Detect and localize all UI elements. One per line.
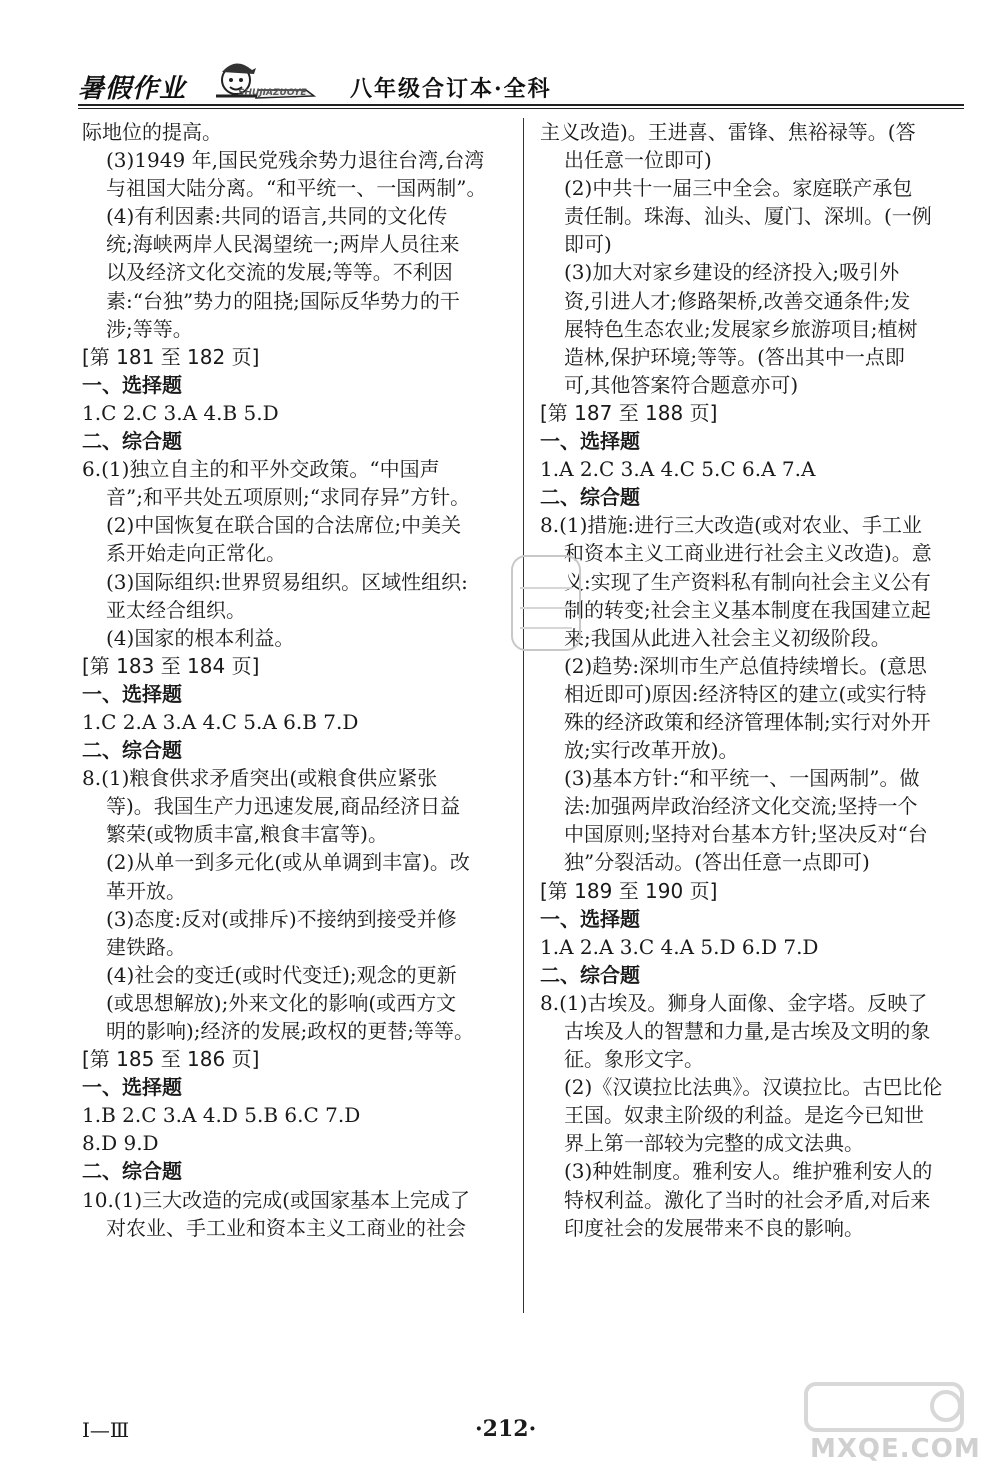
page-header	[78, 48, 964, 106]
answer-line: 即可)	[564, 232, 612, 257]
answer-line: (4)国家的根本利益。	[106, 625, 295, 650]
header-divider	[78, 104, 964, 106]
left-answer-column	[82, 118, 507, 1242]
answer-line: 对农业、手工业和资本主义工商业的社会	[106, 1215, 466, 1240]
answer-line: (3)态度:反对(或排斥)不接纳到接受并修	[106, 906, 457, 931]
footer-volume-label: Ⅰ—Ⅲ	[82, 1418, 130, 1442]
answer-line: 8.(1)粮食供求矛盾突出(或粮食供应紧张	[82, 766, 438, 791]
answer-line: 制的转变;社会主义基本制度在我国建立起	[564, 597, 931, 622]
book-subtitle: 八年级合订本·全科	[350, 76, 552, 102]
answer-line: 可,其他答案符合题意亦可)	[564, 372, 799, 397]
answer-line: 征。象形文字。	[564, 1047, 704, 1072]
answer-line: 1.A 2.A 3.C 4.A 5.D 6.D 7.D	[540, 934, 819, 959]
column-divider	[523, 118, 524, 1313]
answer-line: 1.C 2.A 3.A 4.C 5.A 6.B 7.D	[82, 709, 359, 734]
answer-line: (2)中共十一届三中全会。家庭联产承包	[564, 176, 913, 201]
answer-line: 中国原则;坚持对台基本方针;坚决反对“台	[564, 822, 928, 847]
answer-line: 责任制。珠海、汕头、厦门、深圳。(一例	[564, 204, 932, 229]
brand-title: 暑假作业	[78, 74, 187, 104]
answer-line: 放;实行改革开放)。	[564, 738, 739, 763]
question-type-heading: 一、选择题	[540, 429, 640, 454]
question-type-heading: 一、选择题	[82, 372, 182, 397]
mascot-caption: SHUJIAZUOYE	[238, 88, 307, 98]
answer-line: 涉;等等。	[106, 316, 193, 341]
answer-line: 与祖国大陆分离。“和平统一、一国两制”。	[106, 176, 487, 201]
answer-line: (3)基本方针:“和平统一、一国两制”。做	[564, 766, 920, 791]
question-type-heading: 二、综合题	[82, 1159, 182, 1184]
question-type-heading: 二、综合题	[82, 738, 182, 763]
question-type-heading: 一、选择题	[540, 906, 640, 931]
question-type-heading: 二、综合题	[540, 962, 640, 987]
answer-line: (4)有利因素:共同的语言,共同的文化传	[106, 204, 448, 229]
answer-line: 音”;和平共处五项原则;“求同存异”方针。	[106, 485, 471, 510]
answer-line: 建铁路。	[106, 934, 186, 959]
answer-line: 1.A 2.C 3.A 4.C 5.C 6.A 7.A	[540, 457, 816, 482]
answer-line: 8.D 9.D	[82, 1131, 159, 1156]
answer-line: 王国。奴隶主阶级的利益。是迄今已知世	[564, 1103, 924, 1128]
answer-line: 独”分裂活动。(答出任意一点即可)	[564, 850, 870, 875]
answer-line: 6.(1)独立自主的和平外交政策。“中国声	[82, 457, 440, 482]
answer-line: 系开始走向正常化。	[106, 541, 286, 566]
question-type-heading: 一、选择题	[82, 681, 182, 706]
page-range-heading: [第 189 至 190 页]	[540, 878, 718, 903]
page-range-heading: [第 185 至 186 页]	[82, 1047, 260, 1072]
answer-line: (3)1949 年,国民党残余势力退往台湾,台湾	[106, 148, 485, 173]
page-range-heading: [第 187 至 188 页]	[540, 400, 718, 425]
answer-line: 出任意一位即可)	[564, 148, 712, 173]
right-answer-column	[540, 118, 968, 1242]
watermark-text: MXQE.COM	[810, 1434, 981, 1464]
answer-line: 义:实现了生产资料私有制向社会主义公有	[564, 569, 931, 594]
answer-line: 以及经济文化交流的发展;等等。不利因	[106, 260, 453, 285]
answer-line: 素:“台独”势力的阻挠;国际反华势力的干	[106, 288, 460, 313]
answer-line: (3)种姓制度。雅利安人。维护雅利安人的	[564, 1159, 933, 1184]
answer-line: 界上第一部较为完整的成文法典。	[564, 1131, 864, 1156]
answer-line: (2)中国恢复在联合国的合法席位;中美关	[106, 513, 462, 538]
answer-line: (或思想解放);外来文化的影响(或西方文	[106, 990, 457, 1015]
answer-line: 1.C 2.C 3.A 4.B 5.D	[82, 400, 279, 425]
answer-line: 和资本主义工商业进行社会主义改造)。意	[564, 541, 932, 566]
answer-line: 8.(1)措施:进行三大改造(或对农业、手工业	[540, 513, 922, 538]
question-type-heading: 一、选择题	[82, 1075, 182, 1100]
answer-line: 主义改造)。王进喜、雷锋、焦裕禄等。(答	[540, 120, 916, 144]
answer-line: 亚太经合组织。	[106, 597, 246, 622]
answer-line: 等)。我国生产力迅速发展,商品经济日益	[106, 794, 461, 819]
answer-line: 1.B 2.C 3.A 4.D 5.B 6.C 7.D	[82, 1103, 361, 1128]
answer-line: 际地位的提高。	[82, 120, 222, 144]
answer-line: (2)趋势:深圳市生产总值持续增长。(意思	[564, 653, 927, 678]
answer-line: 统;海峡两岸人民渴望统一;两岸人员往来	[106, 232, 460, 257]
answer-line: 明的影响);经济的发展;政权的更替;等等。	[106, 1019, 475, 1043]
answer-line: (3)加大对家乡建设的经济投入;吸引外	[564, 260, 900, 285]
answer-line: 古埃及人的智慧和力量,是古埃及文明的象	[564, 1019, 931, 1043]
question-type-heading: 二、综合题	[540, 485, 640, 510]
answer-line: 资,引进人才;修路架桥,改善交通条件;发	[564, 288, 911, 313]
answer-line: (2)从单一到多元化(或从单调到丰富)。改	[106, 850, 470, 875]
page-number: ·212·	[475, 1416, 537, 1442]
page-range-heading: [第 181 至 182 页]	[82, 344, 260, 369]
answer-line: 10.(1)三大改造的完成(或国家基本上完成了	[82, 1187, 470, 1212]
watermark-stamp-icon	[506, 548, 586, 658]
header-divider-thin	[78, 108, 964, 109]
answer-line: 法:加强两岸政治经济文化交流;坚持一个	[564, 794, 918, 819]
answer-line: (4)社会的变迁(或时代变迁);观念的更新	[106, 962, 457, 987]
answer-line: 8.(1)古埃及。狮身人面像、金字塔。反映了	[540, 990, 928, 1015]
answer-line: 展特色生态农业;发展家乡旅游项目;植树	[564, 316, 918, 341]
answer-line: 繁荣(或物质丰富,粮食丰富等)。	[106, 822, 388, 847]
answer-line: 特权利益。激化了当时的社会矛盾,对后来	[564, 1187, 931, 1212]
answer-line: (2)《汉谟拉比法典》。汉谟拉比。古巴比伦	[564, 1075, 943, 1100]
answer-line: 殊的经济政策和经济管理体制;实行对外开	[564, 709, 931, 734]
answer-line: (3)国际组织:世界贸易组织。区域性组织:	[106, 569, 468, 594]
question-type-heading: 二、综合题	[82, 429, 182, 454]
answer-line: 相近即可)原因:经济特区的建立(或实行特	[564, 681, 927, 706]
page-range-heading: [第 183 至 184 页]	[82, 653, 260, 678]
answer-line: 革开放。	[106, 878, 186, 903]
answer-line: 造林,保护环境;等等。(答出其中一点即	[564, 344, 905, 369]
answer-line: 来;我国从此进入社会主义初级阶段。	[564, 625, 891, 650]
answer-line: 印度社会的发展带来不良的影响。	[564, 1215, 864, 1240]
